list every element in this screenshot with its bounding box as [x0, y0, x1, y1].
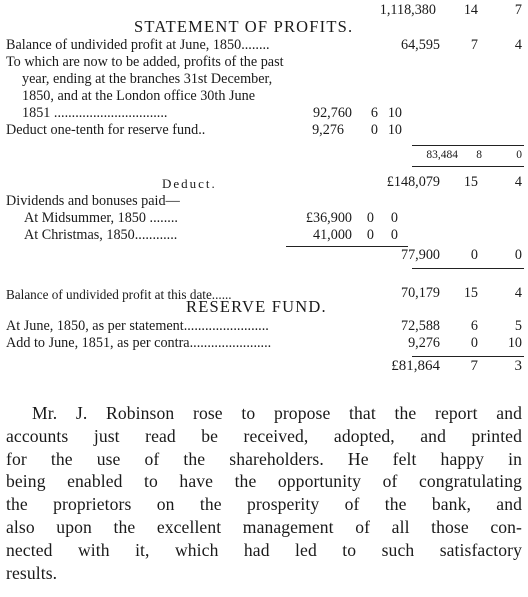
- deduct-total-shillings: 0: [470, 247, 478, 263]
- balance-this-date-pence: 4: [514, 285, 522, 301]
- reserve-deduction-label: Deduct one-tenth for reserve fund..: [6, 122, 206, 138]
- balance-june-1850-pounds: 64,595: [400, 37, 440, 53]
- profits-added-pence: 10: [387, 105, 402, 121]
- net-profits-shillings: 8: [476, 149, 482, 161]
- reserve-june-1850-pence: 5: [514, 318, 522, 334]
- paragraph-line: also upon the excellent management of all those con-: [6, 516, 522, 537]
- reserve-june-1850-pounds: 72,588: [400, 318, 440, 334]
- reserve-june-1851-label: Add to June, 1851, as per contra.......................: [6, 335, 272, 351]
- profits-total-rule: [412, 166, 524, 167]
- paragraph-line: the proprietors on the prosperity of the bank, and: [6, 494, 522, 515]
- profits-total-pounds: £148,079: [386, 174, 440, 190]
- profits-added-label-4: 1851 ................................: [22, 105, 168, 121]
- profits-total-shillings: 15: [463, 174, 478, 190]
- reserve-deduction-pounds: 9,276: [312, 122, 344, 138]
- paragraph-line: accounts just read be received, adopted, and printed: [6, 425, 522, 446]
- balance-june-1850-label: Balance of undivided profit at June, 1850........: [6, 37, 270, 53]
- profits-total-pence: 4: [514, 174, 522, 190]
- reserve-total-pence: 3: [514, 358, 522, 374]
- deduct-heading: Deduct.: [162, 176, 217, 191]
- balance-june-1850-pence: 4: [514, 37, 522, 53]
- opening-total-pence: 7: [514, 2, 522, 18]
- report-paragraph: [6, 402, 522, 584]
- christmas-pence: 0: [390, 227, 398, 243]
- profits-added-shillings: 6: [370, 105, 378, 121]
- reserve-june-1850-label: At June, 1850, as per statement........................: [6, 318, 269, 334]
- deduct-total-rule: [412, 268, 524, 269]
- reserve-total-rule-top: [412, 356, 524, 357]
- opening-total-pounds: 1,118,380: [379, 2, 436, 18]
- paragraph-line: nected with it, which had led to such satisfactory: [6, 539, 522, 560]
- reserve-fund-heading: RESERVE FUND.: [186, 297, 327, 316]
- balance-this-date-shillings: 15: [463, 285, 478, 301]
- reserve-deduction-shillings: 0: [370, 122, 378, 138]
- reserve-june-1851-pence: 10: [507, 335, 522, 351]
- paragraph-line: Mr. J. Robinson rose to propose that the report and: [32, 403, 522, 423]
- reserve-june-1850-shillings: 6: [470, 318, 478, 334]
- reserve-june-1851-shillings: 0: [470, 335, 478, 351]
- net-profits-pounds: 83,484: [426, 149, 458, 161]
- dividends-rule: [286, 246, 408, 247]
- profits-added-label-1: To which are now to be added, profits of the past: [6, 54, 284, 70]
- deduct-total-pence: 0: [514, 247, 522, 263]
- christmas-pounds: 41,000: [312, 227, 352, 243]
- christmas-label: At Christmas, 1850............: [24, 227, 178, 243]
- opening-total-shillings: 14: [463, 2, 478, 18]
- reserve-total-shillings: 7: [470, 358, 478, 374]
- profits-added-label-2: year, ending at the branches 31st December,: [22, 71, 273, 87]
- christmas-shillings: 0: [366, 227, 374, 243]
- balance-this-date-label: Balance of undivided profit at this date......: [6, 287, 232, 302]
- profits-added-label-3: 1850, and at the London office 30th June: [22, 88, 255, 104]
- reserve-deduction-pence: 10: [387, 122, 402, 138]
- deduct-total-pounds: 77,900: [400, 247, 440, 263]
- midsummer-label: At Midsummer, 1850 ........: [24, 210, 178, 226]
- net-profits-pence: 0: [516, 149, 522, 161]
- midsummer-shillings: 0: [366, 210, 374, 226]
- paragraph-line: for the use of the shareholders. He felt happy in: [6, 448, 522, 469]
- statement-of-profits-heading: STATEMENT OF PROFITS.: [134, 17, 354, 36]
- midsummer-pence: 0: [390, 210, 398, 226]
- reserve-total-pounds: £81,864: [391, 358, 440, 374]
- midsummer-pounds: £36,900: [305, 210, 352, 226]
- net-rule: [412, 145, 524, 146]
- balance-june-1850-shillings: 7: [470, 37, 478, 53]
- reserve-june-1851-pounds: 9,276: [408, 335, 440, 351]
- paragraph-line: results.: [6, 562, 58, 583]
- dividends-label: Dividends and bonuses paid—: [6, 193, 180, 209]
- profits-added-pounds: 92,760: [312, 105, 352, 121]
- paragraph-line: being enabled to have the opportunity of congratulating: [6, 471, 522, 492]
- balance-this-date-pounds: 70,179: [400, 285, 440, 301]
